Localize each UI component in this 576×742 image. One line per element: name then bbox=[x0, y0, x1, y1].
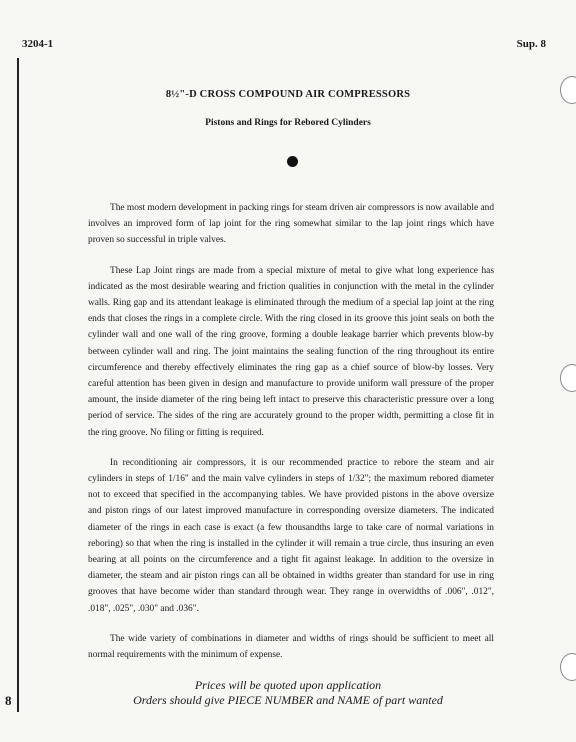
page-number: 8 bbox=[5, 693, 12, 708]
paragraph: In reconditioning air compressors, it is our recommended practice to rebore the steam and air cylinders in steps of 1/16" and the main valve cylinders in steps of 1/32"; the maximum rebored diameter not to exceed that specified in the accompanying tables. We have provided pistons in the above oversize and piston rings of our latest improved manufacture in corresponding oversize diameters. The indicated diameter of the rings in each case is exact (a few thousandths large to take care of normal variations in reboring) so that when the ring is installed in the cylinder it will remain a true circle, thus insuring an even bearing at all points on the circumference and a tight fit against leakage. In addition to the oversize in diameter, the steam and air piston rings can all be obtained in widths greater than standard for use in ring grooves that have become wider than standard through wear. They range in overwidths of .006", .012", .018", .025", .030" and .036". bbox=[88, 457, 494, 614]
doc-number: 3204-1 bbox=[22, 38, 54, 50]
bullet-dot bbox=[287, 156, 298, 167]
paragraph: The wide variety of combinations in diameter and widths of rings should be sufficient to meet all normal requirements with the minimum of expense. bbox=[88, 633, 494, 661]
margin-rule bbox=[17, 58, 19, 712]
body-text bbox=[88, 200, 494, 677]
binder-hole bbox=[560, 364, 576, 392]
supplement-label: Sup. 8 bbox=[516, 38, 546, 50]
page-title: 8½"-D CROSS COMPOUND AIR COMPRESSORS bbox=[165, 89, 411, 100]
paragraph: The most modern development in packing rings for steam driven air compressors is now available and involves an improved form of lap joint for the ring somewhat similar to the lap joint rings which have proven so successful in triple valves. bbox=[88, 203, 495, 246]
footer-pricing-note: Prices will be quoted upon application bbox=[194, 678, 382, 692]
page-subtitle: Pistons and Rings for Rebored Cylinders bbox=[205, 118, 371, 128]
footer-order-note: Orders should give PIECE NUMBER and NAME of part wanted bbox=[133, 693, 443, 707]
paragraph: These Lap Joint rings are made from a special mixture of metal to give what long experience has indicated as the most desirable wearing and friction qualities in conjunction with the metal in the cylinder walls. Ring gap and its attendant leakage is eliminated through the medium of a special lap joint at the ring ends that closes the rings in a complete circle. With the ring closed in its groove this joint seals on both the cylinder wall and one wall of the ring groove, forming a double leakage barrier which prevents blow-by between cylinder wall and ring. The joint maintains the sealing function of the ring throughout its entire circumference and thereby effectively eliminates the ring gap as a chief source of blow-by losses. Very careful attention has been given in design and manufacture to provide uniform wall pressure of the proper amount, the inside diameter of the ring being left intact to preserve this characteristic pressure over a long period of service. The sides of the ring are accurately ground to the proper width, permitting a close fit in the ring groove. No filing or fitting is required. bbox=[88, 265, 494, 438]
